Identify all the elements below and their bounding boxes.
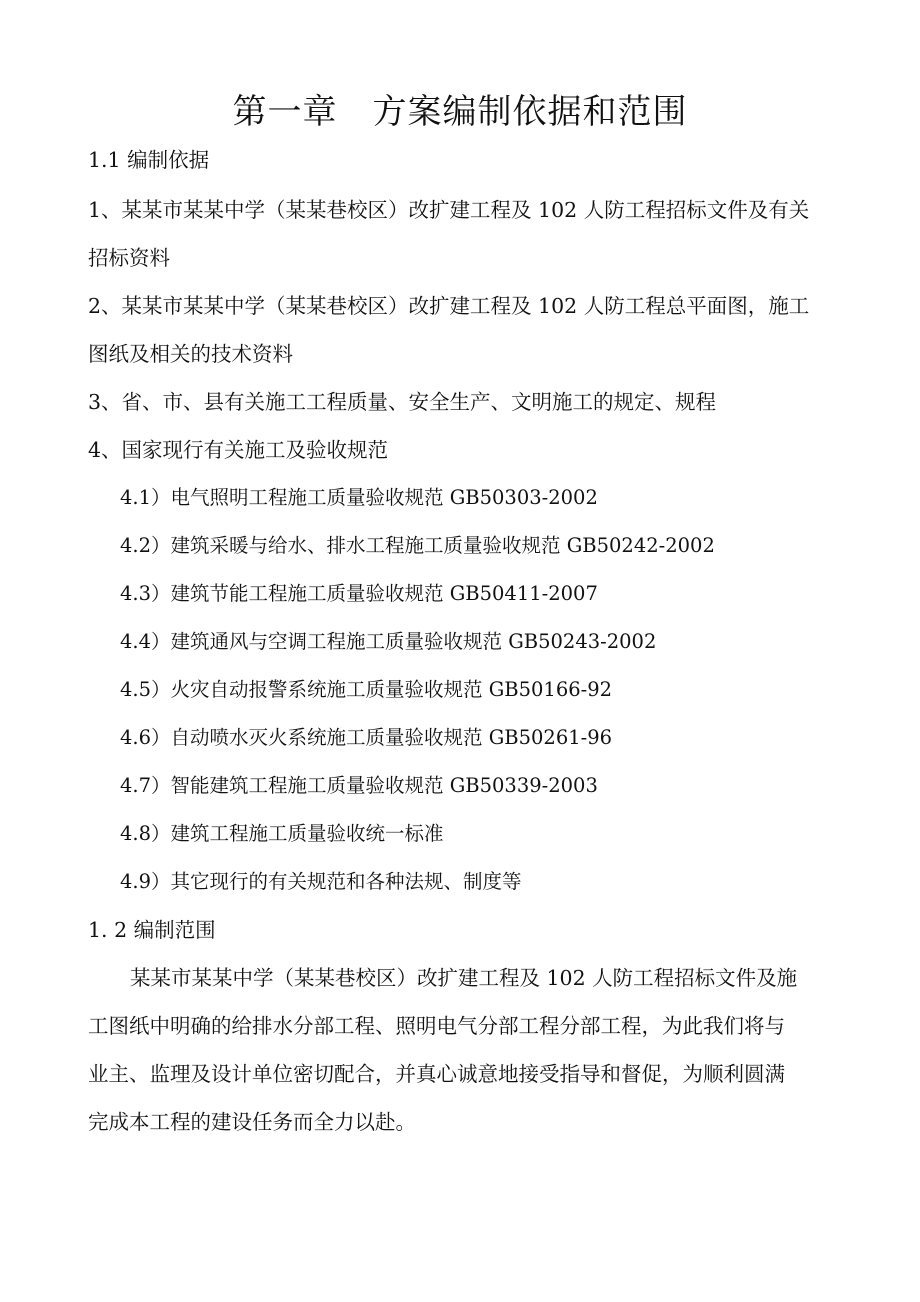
basis-item-2-line-2: 图纸及相关的技术资料 [88,342,293,366]
chapter-title: 第一章 方案编制依据和范围 [232,92,688,132]
section-heading-basis: 1.1 编制依据 [88,148,210,172]
standard-item: 4.5）火灾自动报警系统施工质量验收规范 GB50166-92 [120,678,613,701]
scope-paragraph-line-4: 完成本工程的建设任务而全力以赴。 [88,1110,416,1134]
standard-item: 4.8）建筑工程施工质量验收统一标准 [120,822,444,845]
standard-item: 4.2）建筑采暖与给水、排水工程施工质量验收规范 GB50242-2002 [120,534,715,557]
standard-item: 4.7）智能建筑工程施工质量验收规范 GB50339-2003 [120,774,598,797]
basis-item-4: 4、国家现行有关施工及验收规范 [88,438,389,462]
basis-item-2-line-1: 2、某某市某某中学（某某巷校区）改扩建工程及 102 人防工程总平面图，施工 [88,294,810,318]
standard-item: 4.9）其它现行的有关规范和各种法规、制度等 [120,870,522,893]
scope-paragraph-line-1: 某某市某某中学（某某巷校区）改扩建工程及 102 人防工程招标文件及施 [130,966,798,990]
standard-item: 4.4）建筑通风与空调工程施工质量验收规范 GB50243-2002 [120,630,657,653]
basis-item-1-line-2: 招标资料 [88,246,170,270]
section-heading-scope: 1. 2 编制范围 [88,918,216,942]
scope-paragraph-line-3: 业主、监理及设计单位密切配合，并真心诚意地接受指导和督促，为顺利圆满 [88,1062,785,1086]
standard-item: 4.3）建筑节能工程施工质量验收规范 GB50411-2007 [120,582,598,605]
basis-item-3: 3、省、市、县有关施工工程质量、安全生产、文明施工的规定、规程 [88,390,717,414]
standard-item: 4.1）电气照明工程施工质量验收规范 GB50303-2002 [120,486,598,509]
standard-item: 4.6）自动喷水灭火系统施工质量验收规范 GB50261-96 [120,726,613,749]
basis-item-1-line-1: 1、某某市某某中学（某某巷校区）改扩建工程及 102 人防工程招标文件及有关 [88,198,810,222]
scope-paragraph-line-2: 工图纸中明确的给排水分部工程、照明电气分部工程分部工程，为此我们将与 [88,1014,785,1038]
